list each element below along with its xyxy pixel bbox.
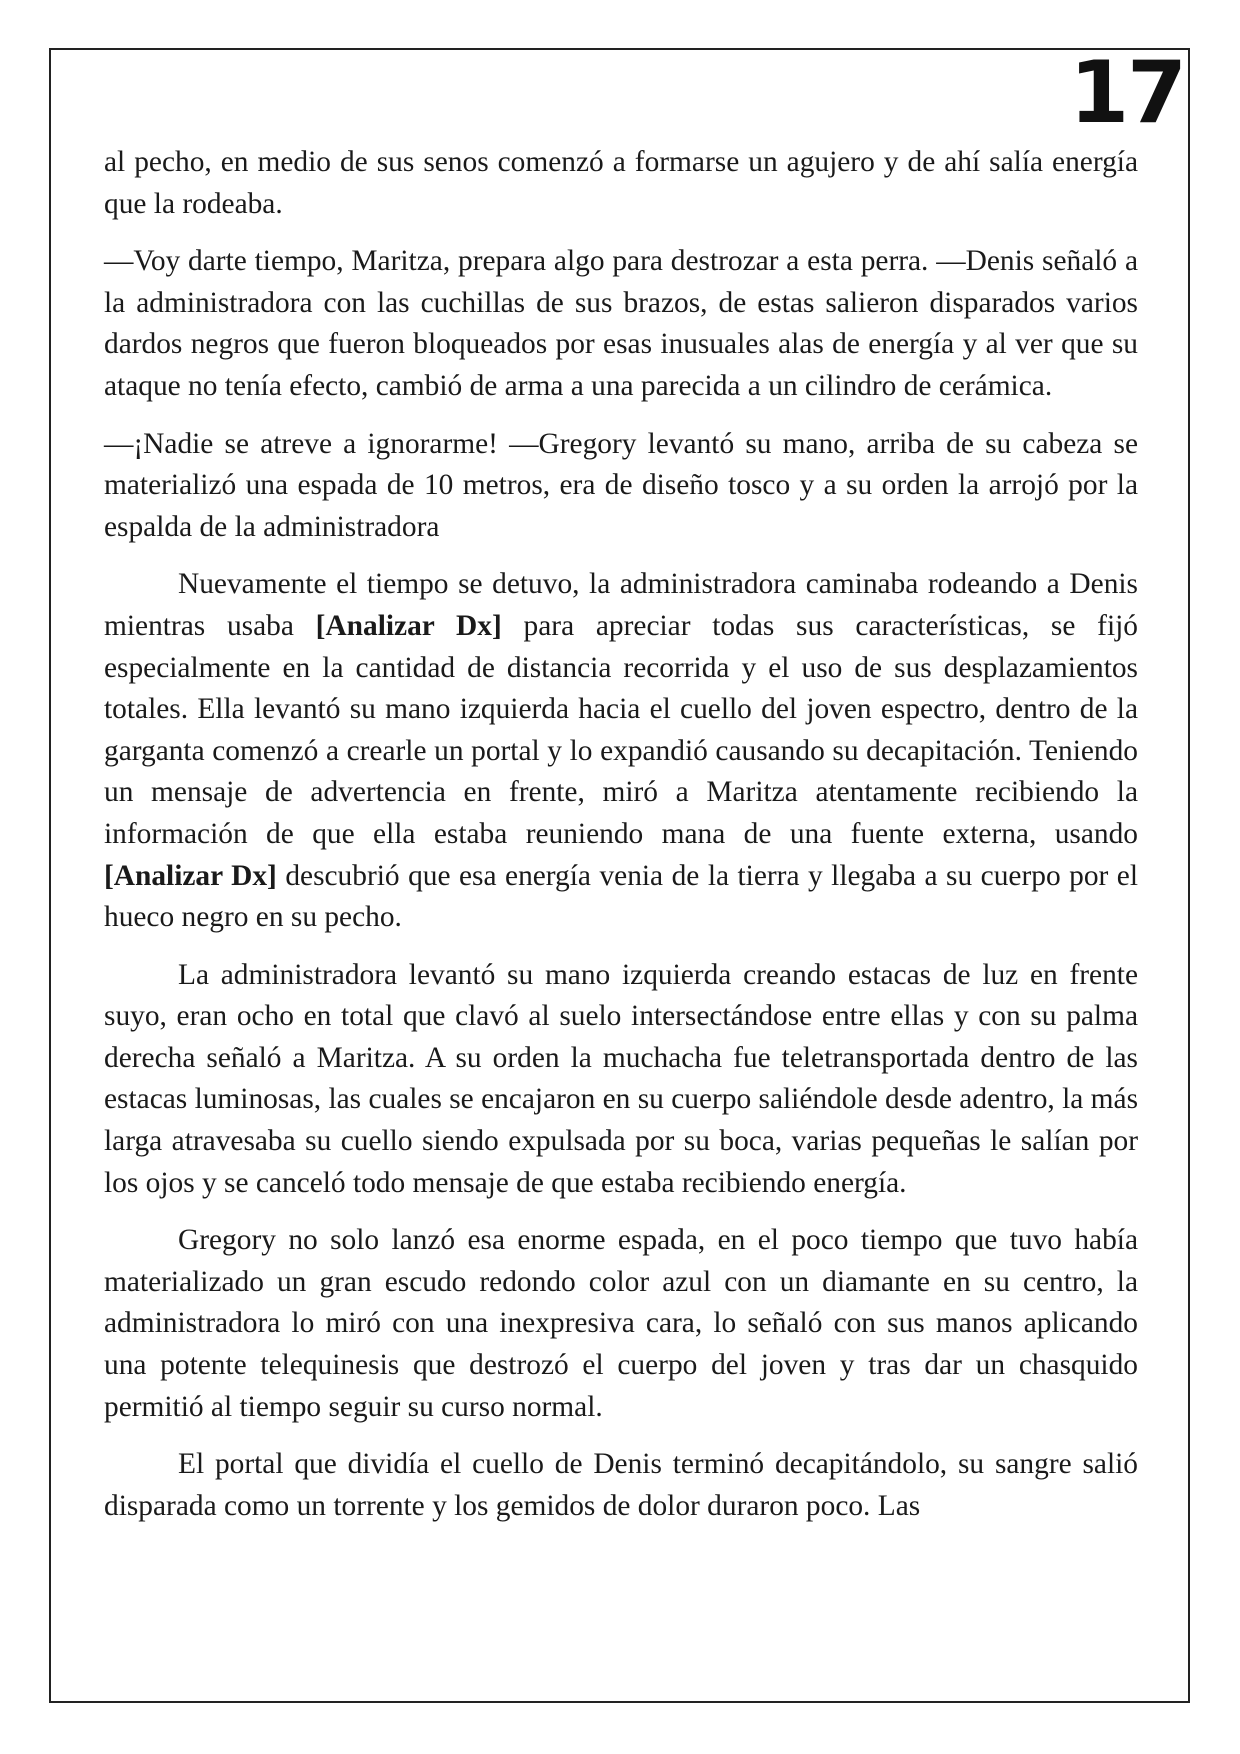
paragraph-text: al pecho, en medio de sus senos comenzó a formarse un agujero y de ahí salía energía que la rodeaba.	[104, 146, 1138, 220]
skill-name: [Analizar Dx]	[315, 609, 502, 642]
paragraph	[104, 241, 1138, 407]
paragraph-text: descubrió que esa energía venia de la tierra y llegaba a su cuerpo por el hueco negro en su pecho.	[104, 859, 1139, 934]
paragraph-text: El portal que dividía el cuello de Denis terminó decapitándolo, su sangre salió disparada como un torrente y los gemidos de dolor duraron poco. Las	[104, 1448, 1138, 1522]
paragraph-text: —¡Nadie se atreve a ignorarme! —Gregory levantó su mano, arriba de su cabeza se materializó una espada de 10 metros, era de diseño tosco y a su orden la arrojó por la espalda de la administradora	[104, 427, 1138, 543]
paragraph-text: para apreciar todas sus características, se fijó especialmente en la cantidad de distancia recorrida y el uso de sus desplazamientos totales. Ella levantó su mano izquierda hacia el cuello del joven espectro, dentro de la garganta comenzó a crearle un portal y lo expandió causando su decapitación. Teniendo un mensaje de advertencia en frente, miró a Maritza atentamente recibiendo la información de que ella estaba reuniendo mana de una fuente externa, usando	[104, 609, 1138, 850]
skill-name: [Analizar Dx]	[104, 859, 277, 892]
paragraph-text: La administradora levantó su mano izquierda creando estacas de luz en frente suyo, eran ocho en total que clavó al suelo intersectándose entre ellas y con su palma derecha señaló a Maritza. A su orden la muchacha fue teletransportada dentro de las estacas luminosas, las cuales se encajaron en su cuerpo saliéndole desde adentro, la más larga atravesaba su cuello siendo expulsada por su boca, varias pequeñas le salían por los ojos y se canceló todo mensaje de que estaba recibiendo energía.	[104, 958, 1139, 1199]
paragraph	[104, 1444, 1138, 1527]
paragraph-text: Nuevamente el tiempo se detuvo, la administradora caminaba rodeando a Denis mientras usaba	[104, 568, 1138, 642]
paragraph	[104, 955, 1138, 1205]
page-number: 17	[1069, 43, 1185, 143]
paragraph-text: Gregory no solo lanzó esa enorme espada, en el poco tiempo que tuvo había materializado un gran escudo redondo color azul con un diamante en su centro, la administradora lo miró con una inexpresiva cara, lo señaló con sus manos aplicando una potente telequinesis que destrozó el cuerpo del joven y tras dar un chasquido permitió al tiempo seguir su curso normal.	[104, 1224, 1138, 1423]
paragraph	[104, 564, 1138, 938]
paragraph	[104, 1220, 1138, 1428]
paragraph	[104, 424, 1138, 549]
paragraph-text: —Voy darte tiempo, Maritza, prepara algo para destrozar a esta perra. —Denis señaló a la administradora con las cuchillas de sus brazos, de estas salieron disparados varios dardos negros que fueron bloqueados por esas inusuales alas de energía y al ver que su ataque no tenía efecto, cambió de arma a una parecida a un cilindro de cerámica.	[104, 245, 1138, 402]
paragraph	[104, 142, 1138, 225]
document-body	[104, 142, 1138, 1543]
